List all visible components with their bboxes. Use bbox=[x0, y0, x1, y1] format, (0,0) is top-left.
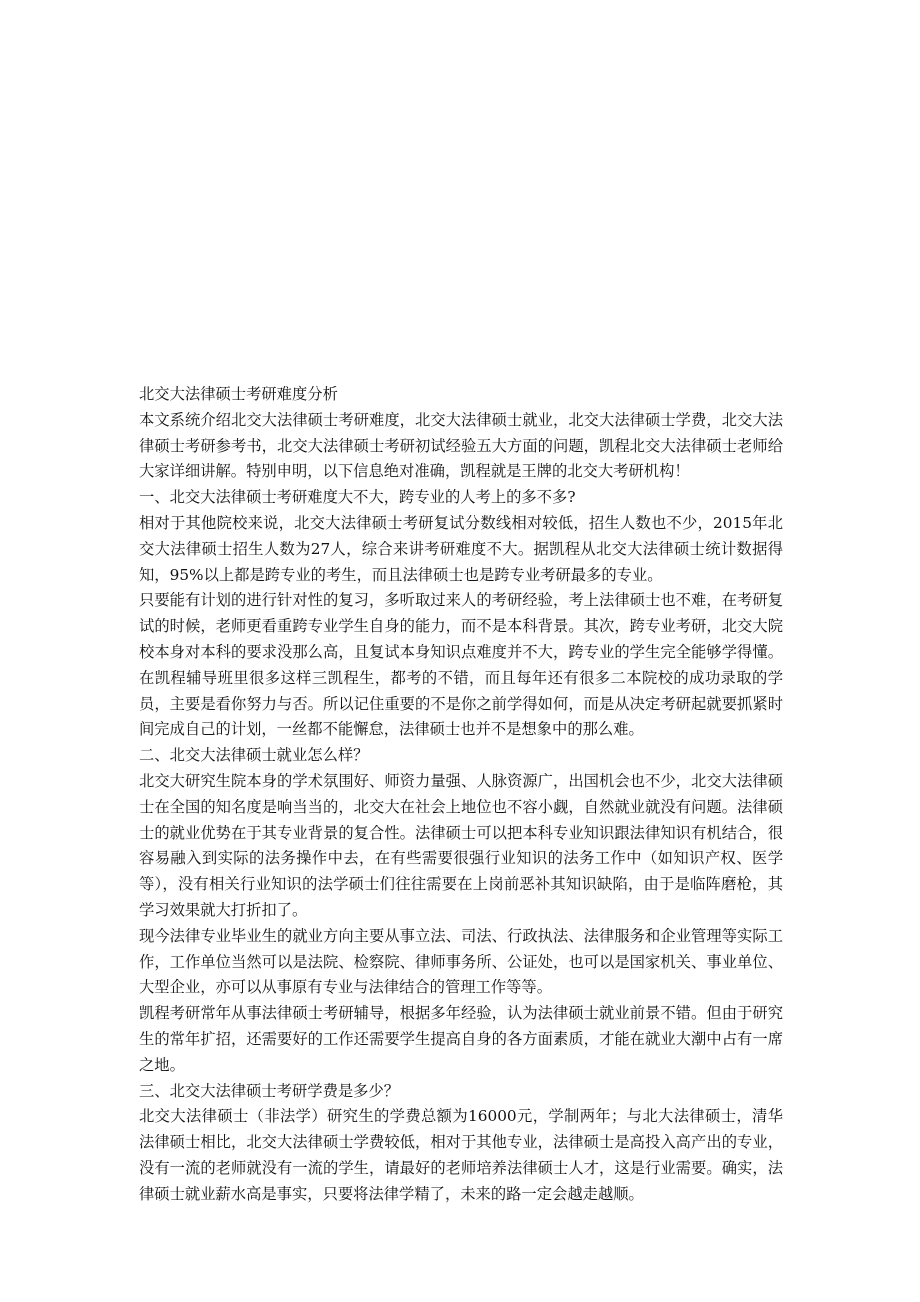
section-heading-difficulty: 一、北交大法律硕士考研难度大不大，跨专业的人考上的多不多? bbox=[139, 488, 576, 507]
paragraph-employment-outlook: 凯程考研常年从事法律硕士考研辅导，根据多年经验，认为法律硕士就业前景不错。但由于研究生的常年扩招，还需要好的工作还需要学生提高自身的各方面素质，才能在就业大潮中占有一席之地。 bbox=[139, 1004, 783, 1074]
document-title: 北交大法律硕士考研难度分析 bbox=[139, 385, 338, 403]
section-heading-employment: 二、北交大法律硕士就业怎么样？ bbox=[139, 746, 369, 765]
paragraph-employment-advantage: 北交大研究生院本身的学术氛围好、师资力量强、人脉资源广，出国机会也不少，北交大法律硕士在全国的知名度是响当当的，北交大在社会上地位也不容小觑，自然就业就没有问题。法律硕士的就业优势在于其专业背景的复合性。法律硕士可以把本科专业知识跟法律知识有机结合，很容易融入到实际的法务操作中去，在有些需要很强行业知识的法务工作中（如知识产权、医学等），没有相关行业知识的法学硕士们往往需要在上岗前恶补其知识缺陷，由于是临阵磨枪，其学习效果就大打折扣了。 bbox=[139, 771, 783, 919]
paragraph-employment-directions: 现今法律专业毕业生的就业方向主要从事立法、司法、行政执法、法律服务和企业管理等实际工作，工作单位当然可以是法院、检察院、律师事务所、公证处，也可以是国家机关、事业单位、大型企业，亦可以从事原有专业与法律结合的管理工作等等。 bbox=[139, 926, 783, 997]
section-heading-tuition: 三、北交大法律硕士考研学费是多少？ bbox=[139, 1081, 400, 1100]
intro-paragraph: 本文系统介绍北交大法律硕士考研难度，北交大法律硕士就业，北交大法律硕士学费，北交大法律硕士考研参考书，北交大法律硕士考研初试经验五大方面的问题，凯程北交大法律硕士老师给大家详细讲解。特别申明，以下信息绝对准确，凯程就是王牌的北交大考研机构！ bbox=[139, 410, 783, 481]
document-body bbox=[139, 382, 783, 1208]
paragraph-difficulty-stats: 相对于其他院校来说，北交大法律硕士考研复试分数线相对较低，招生人数也不少，2015年北交大法律硕士招生人数为27人，综合来讲考研难度不大。据凯程从北交大法律硕士统计数据得知，95%以上都是跨专业的考生，而且法律硕士也是跨专业考研最多的专业。 bbox=[139, 513, 783, 584]
paragraph-difficulty-advice: 只要能有计划的进行针对性的复习，多听取过来人的考研经验，考上法律硕士也不难，在考研复试的时候，老师更看重跨专业学生自身的能力，而不是本科背景。其次，跨专业考研，北交大院校本身对本科的要求没那么高，且复试本身知识点难度并不大，跨专业的学生完全能够学得懂。在凯程辅导班里很多这样三凯程生，都考的不错，而且每年还有很多二本院校的成功录取的学员，主要是看你努力与否。所以记住重要的不是你之前学得如何，而是从决定考研起就要抓紧时间完成自己的计划，一丝都不能懈怠，法律硕士也并不是想象中的那么难。 bbox=[139, 591, 783, 739]
paragraph-tuition: 北交大法律硕士（非法学）研究生的学费总额为16000元，学制两年；与北大法律硕士，清华法律硕士相比，北交大法律硕士学费较低，相对于其他专业，法律硕士是高投入高产出的专业，没有一流的老师就没有一流的学生，请最好的老师培养法律硕士人才，这是行业需要。确实，法律硕士就业薪水高是事实，只要将法律学精了，未来的路一定会越走越顺。 bbox=[139, 1107, 783, 1203]
